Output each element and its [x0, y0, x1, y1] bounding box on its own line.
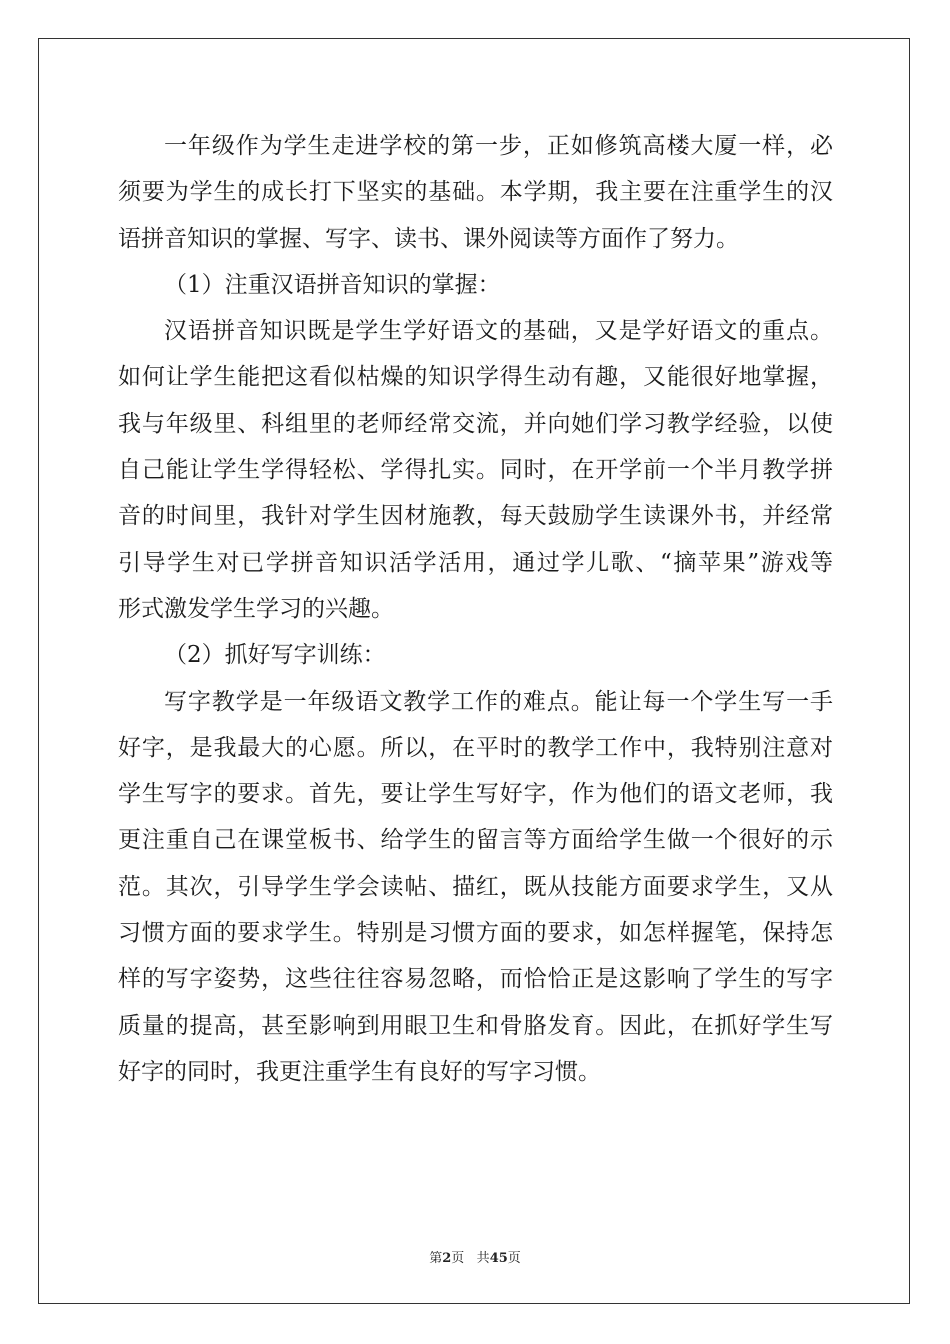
- total-prefix: 共: [476, 1251, 490, 1266]
- text-line: 引导学生对已学拼音知识活学活用，通过学儿歌、“摘苹果”游戏等: [118, 549, 833, 576]
- text-line: 写字教学是一年级语文教学工作的难点。能让每一个学生写一手: [164, 688, 833, 715]
- total-suffix: 页: [507, 1251, 521, 1266]
- text-line: 自己能让学生学得轻松、学得扎实。同时，在开学前一个半月教学拼: [118, 457, 833, 484]
- text-line: 须要为学生的成长打下坚实的基础。本学期，我主要在注重学生的汉: [118, 179, 833, 206]
- text-line: 好字的同时，我更注重学生有良好的写字习惯。: [118, 1058, 601, 1085]
- text-line: 质量的提高，甚至影响到用眼卫生和骨胳发育。因此，在抓好学生写: [118, 1012, 833, 1039]
- document-body: [118, 123, 833, 1095]
- text-line: 更注重自己在课堂板书、给学生的留言等方面给学生做一个很好的示: [118, 827, 833, 854]
- page-number: 2: [442, 1251, 452, 1266]
- text-line: 如何让学生能把这看似枯燥的知识学得生动有趣，又能很好地掌握，: [118, 364, 833, 391]
- text-line: 范。其次，引导学生学会读帖、描红，既从技能方面要求学生，又从: [118, 873, 833, 900]
- paragraph-pinyin: [118, 308, 833, 632]
- text-line: 我与年级里、科组里的老师经常交流，并向她们学习教学经验，以使: [118, 410, 833, 437]
- text-line: 一年级作为学生走进学校的第一步，正如修筑高楼大厦一样，必: [164, 133, 833, 159]
- paragraph-writing: [118, 679, 833, 1096]
- page-prefix: 第: [429, 1251, 443, 1266]
- total-pages: 45: [489, 1251, 508, 1266]
- paragraph-intro: [118, 123, 833, 262]
- text-line: 学生写字的要求。首先，要让学生写好字，作为他们的语文老师，我: [118, 781, 833, 808]
- section-heading-writing: （2）抓好写字训练：: [164, 642, 386, 669]
- text-line: 样的写字姿势，这些往往容易忽略，而恰恰正是这影响了学生的写字: [118, 966, 833, 993]
- text-line: 形式激发学生学习的兴趣。: [118, 595, 394, 622]
- section-heading-pinyin: （1）注重汉语拼音知识的掌握：: [164, 271, 501, 298]
- page-suffix: 页: [451, 1251, 465, 1266]
- text-line: 音的时间里，我针对学生因材施教，每天鼓励学生读课外书，并经常: [118, 503, 833, 530]
- text-line: 语拼音知识的掌握、写字、读书、课外阅读等方面作了努力。: [118, 225, 739, 252]
- text-line: 习惯方面的要求学生。特别是习惯方面的要求，如怎样握笔，保持怎: [118, 920, 833, 947]
- text-line: 好字，是我最大的心愿。所以，在平时的教学工作中，我特别注意对: [118, 734, 833, 761]
- page-footer: [0, 1247, 950, 1266]
- text-line: 汉语拼音知识既是学生学好语文的基础，又是学好语文的重点。: [164, 318, 833, 345]
